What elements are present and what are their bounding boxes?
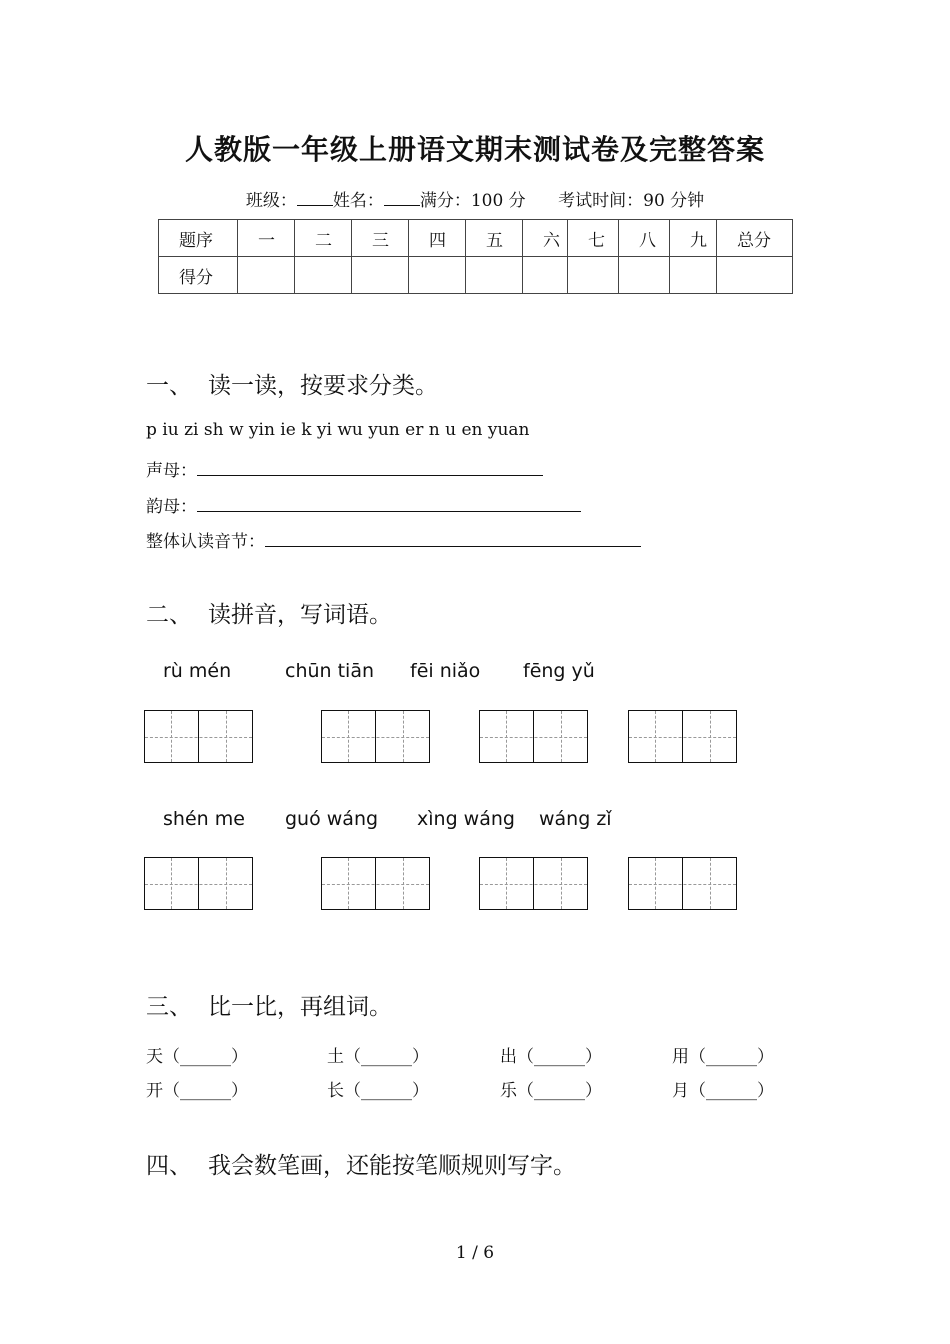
compare-item[interactable]: 长（______） (327, 1081, 429, 1101)
writing-grid[interactable] (479, 857, 588, 910)
score-cell (238, 257, 295, 294)
section3-number: 三、 (146, 994, 192, 1020)
compare-item[interactable]: 土（______） (327, 1047, 429, 1067)
score-cell (670, 257, 717, 294)
score-cell (717, 257, 793, 294)
whole-syllable-label: 整体认读音节： (146, 532, 265, 552)
section4-title: 我会数笔画，还能按笔顺规则写字。 (208, 1153, 576, 1179)
finals-line (146, 492, 581, 517)
exam-info (0, 186, 950, 211)
score-cell (409, 257, 466, 294)
syllable-list: p iu zi sh w yin ie k yi wu yun er n u en yuan (146, 420, 530, 440)
score-value-row (159, 257, 793, 294)
score-header-cell: 一 (238, 220, 295, 257)
compare-item[interactable]: 月（______） (672, 1081, 774, 1101)
section1-heading (146, 367, 438, 400)
name-blank (384, 191, 420, 206)
page-title: 人教版一年级上册语文期末测试卷及完整答案 (184, 133, 765, 166)
writing-grid[interactable] (479, 710, 588, 763)
pinyin-word: wáng zǐ (539, 808, 612, 830)
class-blank (297, 191, 333, 206)
section3-title: 比一比，再组词。 (208, 994, 392, 1020)
whole-syllable-line (146, 527, 641, 552)
full-score: 满分：100 分 (419, 191, 526, 211)
compare-item[interactable]: 天（______） (146, 1047, 248, 1067)
section2-title: 读拼音，写词语。 (208, 602, 392, 628)
finals-answer-blank[interactable] (197, 495, 581, 512)
initials-label: 声母： (146, 461, 197, 481)
section4-heading (146, 1147, 576, 1180)
compare-item[interactable]: 出（______） (500, 1047, 602, 1067)
section3-heading (146, 988, 392, 1021)
writing-grid[interactable] (144, 857, 253, 910)
pinyin-word: shén me (163, 808, 245, 830)
score-header-cell: 三 (352, 220, 409, 257)
pinyin-word: guó wáng (285, 808, 379, 830)
score-cell (352, 257, 409, 294)
score-row-label: 得分 (159, 257, 238, 294)
score-header-cell: 五 (466, 220, 523, 257)
section1-title: 读一读，按要求分类。 (208, 373, 438, 399)
score-cell (295, 257, 352, 294)
score-header-cell: 题序 (159, 220, 238, 257)
score-cell (619, 257, 670, 294)
section2-number: 二、 (146, 602, 192, 628)
writing-grid[interactable] (628, 857, 737, 910)
writing-grid[interactable] (321, 710, 430, 763)
writing-grid[interactable] (628, 710, 737, 763)
compare-item[interactable]: 开（______） (146, 1081, 248, 1101)
score-cell (568, 257, 619, 294)
name-label: 姓名： (332, 191, 384, 211)
pinyin-word: xìng wáng (417, 808, 515, 830)
page-number: 1 / 6 (455, 1243, 495, 1263)
compare-item[interactable]: 用（______） (672, 1047, 774, 1067)
score-header-cell: 七 (568, 220, 619, 257)
score-cell (466, 257, 523, 294)
class-label: 班级： (245, 191, 297, 211)
score-table (158, 219, 793, 294)
initials-answer-blank[interactable] (197, 459, 543, 476)
finals-label: 韵母： (146, 497, 197, 517)
score-header-cell: 八 (619, 220, 670, 257)
score-cell (523, 257, 568, 294)
pinyin-word: fēng yǔ (523, 660, 595, 682)
writing-grid[interactable] (321, 857, 430, 910)
score-header-cell: 九 (670, 220, 717, 257)
score-header-cell: 总分 (717, 220, 793, 257)
pinyin-word: rù mén (163, 660, 232, 682)
writing-grid[interactable] (144, 710, 253, 763)
pinyin-word: chūn tiān (285, 660, 375, 682)
pinyin-word: fēi niǎo (410, 660, 481, 682)
section1-number: 一、 (146, 373, 192, 399)
exam-time: 考试时间：90 分钟 (558, 191, 705, 211)
score-header-cell: 二 (295, 220, 352, 257)
score-header-cell: 六 (523, 220, 568, 257)
compare-item[interactable]: 乐（______） (500, 1081, 602, 1101)
score-header-row (159, 220, 793, 257)
whole-syllable-answer-blank[interactable] (265, 530, 641, 547)
section4-number: 四、 (146, 1153, 192, 1179)
initials-line (146, 456, 543, 481)
section2-heading (146, 596, 392, 629)
score-header-cell: 四 (409, 220, 466, 257)
